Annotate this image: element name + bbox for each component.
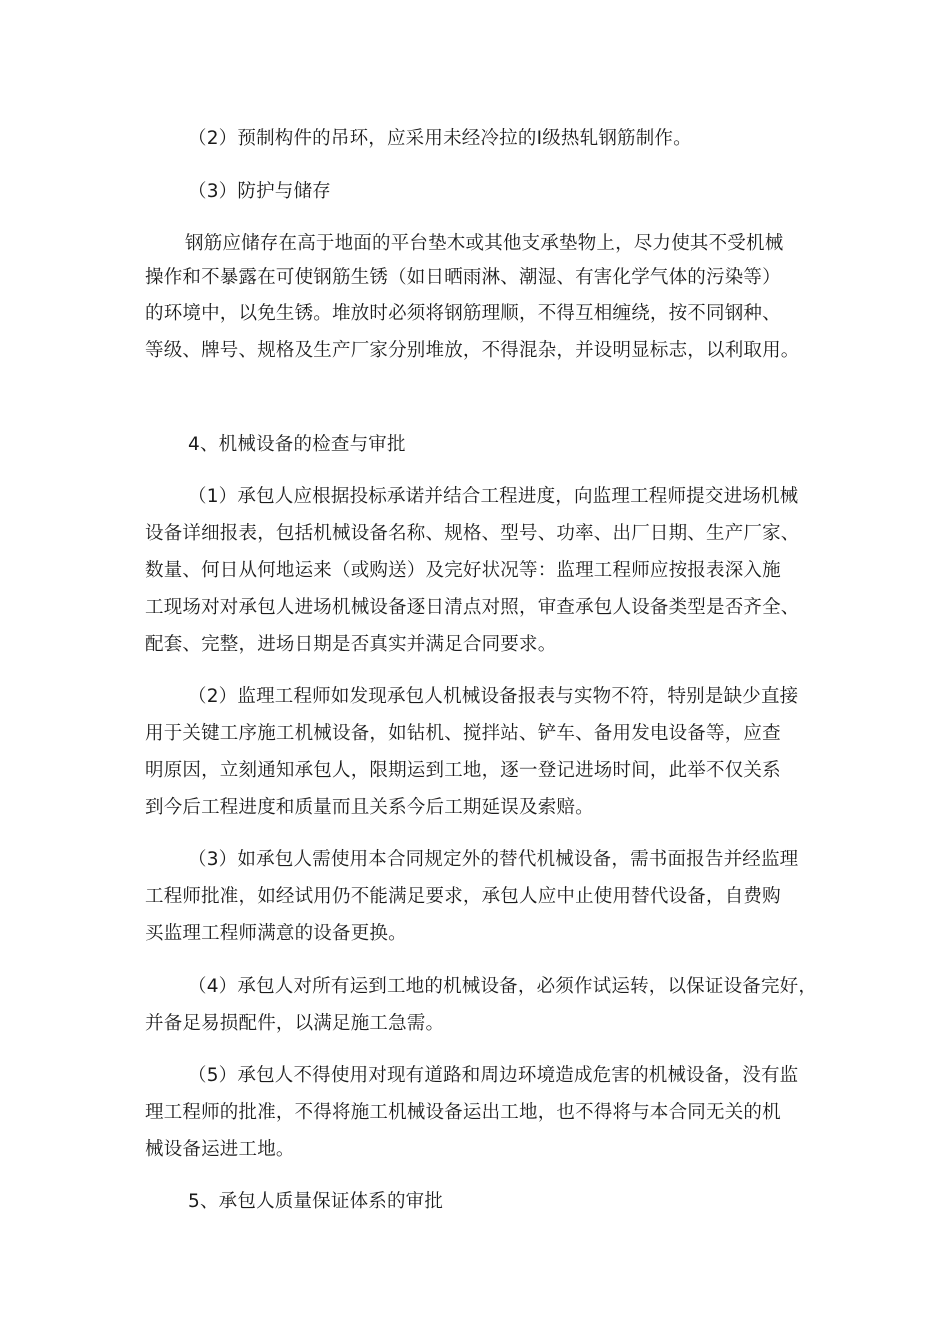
- paragraph-line: 买监理工程师满意的设备更换。: [145, 923, 407, 944]
- paragraph-line: 工现场对对承包人进场机械设备逐日清点对照，审查承包人设备类型是否齐全、: [145, 597, 800, 618]
- section-heading: 5、承包人质量保证体系的审批: [188, 1191, 444, 1212]
- paragraph-line: 的环境中，以免生锈。堆放时必须将钢筋理顺，不得互相缠绕，按不同钢种、: [145, 303, 781, 324]
- paragraph-line: 等级、牌号、规格及生产厂家分别堆放，不得混杂，并设明显标志，以利取用。: [145, 340, 800, 361]
- paragraph-line: （4）承包人对所有运到工地的机械设备，必须作试运转，以保证设备完好，: [188, 976, 818, 997]
- paragraph-line: （2）监理工程师如发现承包人机械设备报表与实物不符，特别是缺少直接: [188, 686, 799, 707]
- paragraph-line: 工程师批准，如经试用仍不能满足要求，承包人应中止使用替代设备，自费购: [145, 886, 781, 907]
- paragraph-line: 配套、完整，进场日期是否真实并满足合同要求。: [145, 634, 557, 655]
- paragraph-line: （3）如承包人需使用本合同规定外的替代机械设备，需书面报告并经监理: [188, 849, 799, 870]
- section-heading: 4、机械设备的检查与审批: [188, 434, 406, 455]
- paragraph-line: 理工程师的批准，不得将施工机械设备运出工地，也不得将与本合同无关的机: [145, 1102, 781, 1123]
- paragraph-line: （1）承包人应根据投标承诺并结合工程进度，向监理工程师提交进场机械: [188, 486, 799, 507]
- subsection-heading: （3）防护与储存: [188, 181, 331, 202]
- paragraph-line: 设备详细报表，包括机械设备名称、规格、型号、功率、出厂日期、生产厂家、: [145, 523, 800, 544]
- paragraph-line: 明原因，立刻通知承包人，限期运到工地，逐一登记进场时间，此举不仅关系: [145, 760, 781, 781]
- paragraph-line: 数量、何日从何地运来（或购送）及完好状况等：监理工程师应按报表深入施: [145, 560, 781, 581]
- paragraph-line: （2）预制构件的吊环，应采用未经冷拉的Ⅰ级热轧钢筋制作。: [188, 128, 692, 149]
- paragraph-line: 并备足易损配件，以满足施工急需。: [145, 1013, 445, 1034]
- paragraph-line: 操作和不暴露在可使钢筋生锈（如日晒雨淋、潮湿、有害化学气体的污染等）: [145, 267, 781, 288]
- paragraph-line: 用于关键工序施工机械设备，如钻机、搅拌站、铲车、备用发电设备等，应查: [145, 723, 781, 744]
- paragraph-line: 到今后工程进度和质量而且关系今后工期延误及索赔。: [145, 797, 594, 818]
- paragraph-line: （5）承包人不得使用对现有道路和周边环境造成危害的机械设备，没有监: [188, 1065, 799, 1086]
- paragraph-line: 械设备运进工地。: [145, 1139, 295, 1160]
- paragraph-line: 钢筋应储存在高于地面的平台垫木或其他支承垫物上，尽力使其不受机械: [185, 233, 784, 254]
